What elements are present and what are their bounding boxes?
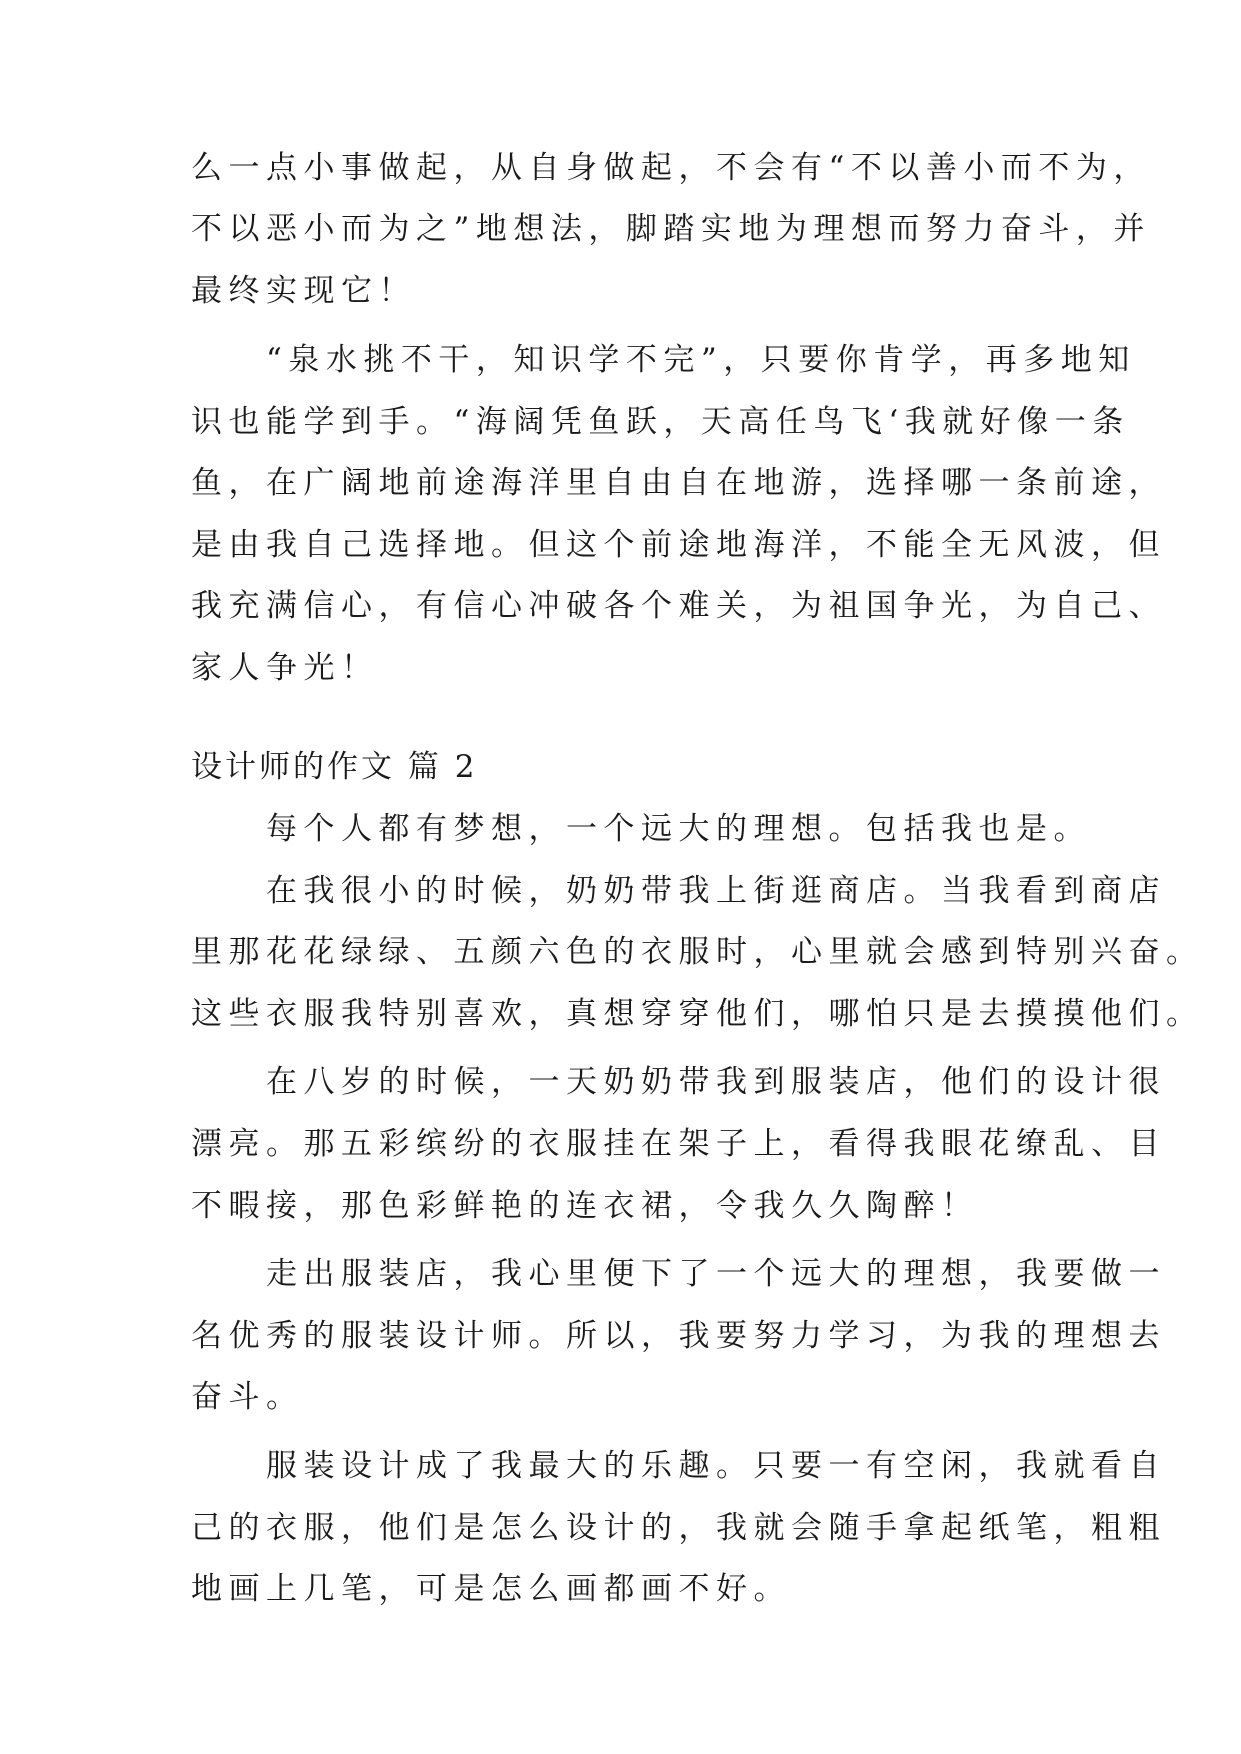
paragraph-line: 服装设计成了我最大的乐趣。只要一有空闲，我就看自 [191,1448,1166,1484]
paragraph-line: 鱼，在广阔地前途海洋里自由自在地游，选择哪一条前途， [191,465,1166,501]
paragraph-line: 地画上几笔，可是怎么画都画不好。 [191,1571,791,1607]
section-heading: 设计师的作文 篇 2 [191,749,478,785]
paragraph-line: “泉水挑不干，知识学不完”，只要你肯学，再多地知 [191,342,1136,378]
paragraph-line: 漂亮。那五彩缤纷的衣服挂在架子上，看得我眼花缭乱、目 [191,1126,1166,1162]
paragraph-line: 么一点小事做起，从自身做起，不会有“不以善小而不为， [191,150,1151,186]
paragraph-line: 不暇接，那色彩鲜艳的连衣裙，令我久久陶醉！ [191,1188,979,1224]
paragraph-line: 识也能学到手。“海阔凭鱼跃，天高任鸟飞‘我就好像一条 [191,404,1130,440]
paragraph-line: 是由我自己选择地。但这个前途地海洋，不能全无风波，但 [191,527,1166,563]
paragraph-line: 这些衣服我特别喜欢，真想穿穿他们，哪怕只是去摸摸他们。 [191,996,1204,1032]
paragraph-line: 家人争光！ [191,650,379,686]
paragraph-line: 奋斗。 [191,1379,304,1415]
paragraph-line: 我充满信心，有信心冲破各个难关，为祖国争光，为自己、 [191,588,1166,624]
paragraph-line: 在我很小的时候，奶奶带我上街逛商店。当我看到商店 [191,873,1166,909]
paragraph-line: 最终实现它！ [191,273,416,309]
paragraph-line: 在八岁的时候，一天奶奶带我到服装店，他们的设计很 [191,1064,1166,1100]
paragraph-line: 己的衣服，他们是怎么设计的，我就会随手拿起纸笔，粗粗 [191,1510,1166,1546]
paragraph-line: 每个人都有梦想，一个远大的理想。包括我也是。 [191,811,1091,847]
paragraph-line: 不以恶小而为之”地想法，脚踏实地为理想而努力奋斗，并 [191,211,1151,247]
paragraph-line: 走出服装店，我心里便下了一个远大的理想，我要做一 [191,1256,1166,1292]
paragraph-line: 名优秀的服装设计师。所以，我要努力学习，为我的理想去 [191,1318,1166,1354]
paragraph-line: 里那花花绿绿、五颜六色的衣服时，心里就会感到特别兴奋。 [191,934,1204,970]
